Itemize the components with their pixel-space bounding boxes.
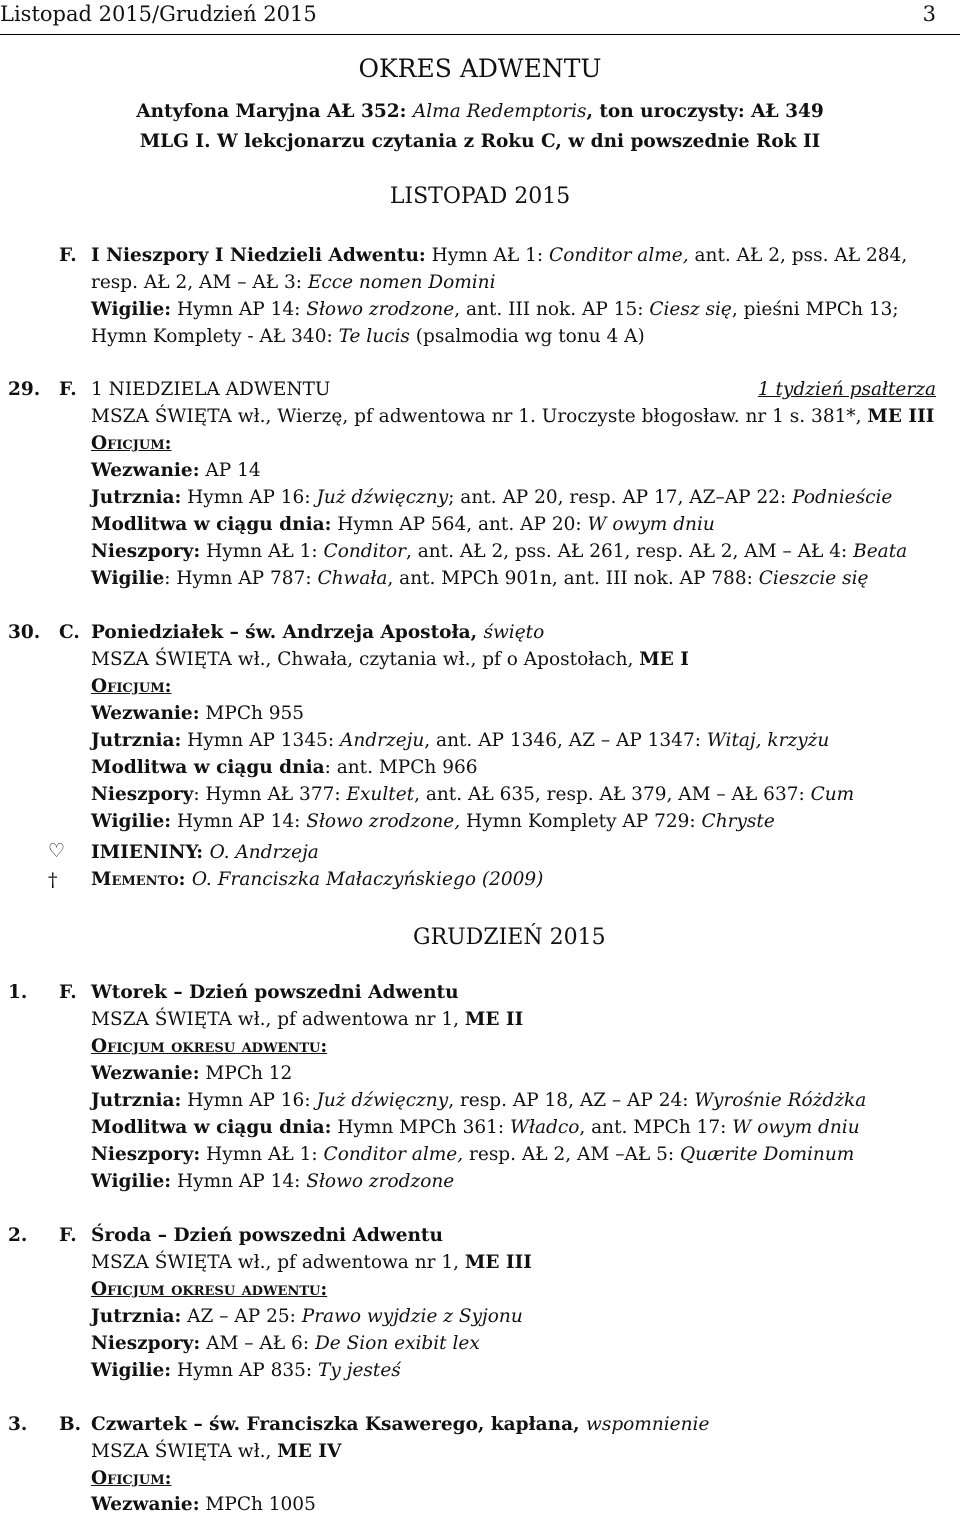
lauds-line: Jutrznia: Hymn AP 1345: Andrzeju, ant. AP 1346, AZ – AP 1347: Witaj, krzyżu [91, 730, 830, 751]
intro-line-2: MLG I. W lekcjonarzu czytania z Roku C, w dni powszednie Rok II [139, 131, 821, 152]
vigil-line: Wigilie: Hymn AP 835: Ty jesteś [91, 1360, 401, 1381]
memento-line: Memento: O. Franciszka Małaczyńskiego (2009) [91, 869, 544, 890]
first-vespers-resp: resp. AŁ 2, AM – AŁ 3: Ecce nomen Domini [91, 272, 496, 293]
heart-icon: ♡ [48, 840, 66, 862]
day-number: 30. [8, 622, 41, 643]
mass-line: MSZA ŚWIĘTA wł., Wierzę, pf adwentowa nr 1. Uroczyste błogosław. nr 1 s. 381*, ME III [91, 406, 935, 427]
first-vigil-line: Wigilie: Hymn AP 14: Słowo zrodzone, ant. III nok. AP 15: Ciesz się, pieśni MPCh 13; [91, 299, 899, 320]
office-heading: Oficjum: [91, 433, 172, 454]
office-heading: Oficjum okresu adwentu: [91, 1036, 328, 1057]
office-heading: Oficjum okresu adwentu: [91, 1279, 328, 1300]
day-number: 1. [8, 982, 28, 1003]
day-number: 29. [8, 379, 41, 400]
mass-line: MSZA ŚWIĘTA wł., pf adwentowa nr 1, ME II [91, 1009, 524, 1030]
section-title-listopad: LISTOPAD 2015 [389, 184, 571, 209]
daytime-prayer-line: Modlitwa w ciągu dnia: Hymn MPCh 361: Władco, ant. MPCh 17: W owym dniu [91, 1117, 860, 1138]
lauds-line: Jutrznia: Hymn AP 16: Już dźwięczny; ant. AP 20, resp. AP 17, AZ–AP 22: Podnieście [91, 487, 893, 508]
office-heading: Oficjum: [91, 1468, 172, 1489]
day-title: Poniedziałek – św. Andrzeja Apostoła, święto [91, 622, 545, 643]
day-title: Wtorek – Dzień powszedni Adwentu [91, 982, 459, 1003]
vigil-line: Wigilie: Hymn AP 787: Chwała, ant. MPCh 901n, ant. III nok. AP 788: Cieszcie się [91, 568, 869, 589]
day-letter: F. [59, 1225, 77, 1246]
vigil-line: Wigilie: Hymn AP 14: Słowo zrodzone, Hymn Komplety AP 729: Chryste [91, 811, 775, 832]
vespers-line: Nieszpory: Hymn AŁ 1: Conditor, ant. AŁ 2, pss. AŁ 261, resp. AŁ 2, AM – AŁ 4: Beata [91, 541, 908, 562]
invitatory-line: Wezwanie: MPCh 12 [91, 1063, 293, 1084]
day-letter: F. [59, 982, 77, 1003]
day-title: Czwartek – św. Franciszka Ksawerego, kapłana, wspomnienie [91, 1414, 710, 1435]
day-letter: C. [59, 622, 80, 643]
lauds-line: Jutrznia: AZ – AP 25: Prawo wyjdzie z Syjonu [91, 1306, 523, 1327]
office-heading: Oficjum: [91, 676, 172, 697]
invitatory-line: Wezwanie: MPCh 1005 [91, 1494, 316, 1515]
lauds-line: Jutrznia: Hymn AP 16: Już dźwięczny, resp. AP 18, AZ – AP 24: Wyrośnie Różdżka [91, 1090, 867, 1111]
page-header [0, 0, 960, 35]
intro-line-1: Antyfona Maryjna AŁ 352: Alma Redemptoris, ton uroczysty: AŁ 349 [136, 101, 824, 122]
mass-line: MSZA ŚWIĘTA wł., ME IV [91, 1441, 342, 1462]
first-compline-line: Hymn Komplety - AŁ 340: Te lucis (psalmodia wg tonu 4 A) [91, 326, 645, 347]
daytime-prayer-line: Modlitwa w ciągu dnia: Hymn AP 564, ant. AP 20: W owym dniu [91, 514, 715, 535]
day-letter: F. [59, 379, 77, 400]
first-vespers-line: I Nieszpory I Niedzieli Adwentu: Hymn AŁ 1: Conditor alme, ant. AŁ 2, pss. AŁ 284, [91, 245, 908, 266]
page-number: 3 [922, 2, 936, 26]
vespers-line: Nieszpory: Hymn AŁ 377: Exultet, ant. AŁ 635, resp. AŁ 379, AM – AŁ 637: Cum [91, 784, 855, 805]
day-number: 3. [8, 1414, 28, 1435]
mass-line: MSZA ŚWIĘTA wł., pf adwentowa nr 1, ME III [91, 1252, 532, 1273]
invitatory-line: Wezwanie: AP 14 [91, 460, 261, 481]
psalter-week: 1 tydzień psałterza [757, 379, 936, 400]
day-number: 2. [8, 1225, 28, 1246]
daytime-prayer-line: Modlitwa w ciągu dnia: ant. MPCh 966 [91, 757, 478, 778]
day-title: 1 NIEDZIELA ADWENTU [91, 379, 331, 400]
name-day-line: IMIENINY: O. Andrzeja [91, 842, 319, 863]
day-letter: B. [59, 1414, 82, 1435]
day-title: Środa – Dzień powszedni Adwentu [91, 1225, 443, 1246]
vespers-line: Nieszpory: AM – AŁ 6: De Sion exibit lex [91, 1333, 480, 1354]
section-title-grudzien: GRUDZIEŃ 2015 [413, 925, 606, 950]
mass-line: MSZA ŚWIĘTA wł., Chwała, czytania wł., pf o Apostołach, ME I [91, 649, 689, 670]
vespers-line: Nieszpory: Hymn AŁ 1: Conditor alme, resp. AŁ 2, AM –AŁ 5: Quærite Dominum [91, 1144, 855, 1165]
cross-icon: † [48, 869, 58, 891]
day-letter: F. [59, 245, 77, 266]
invitatory-line: Wezwanie: MPCh 955 [91, 703, 305, 724]
page-title: OKRES ADWENTU [358, 54, 602, 83]
vigil-line: Wigilie: Hymn AP 14: Słowo zrodzone [91, 1171, 455, 1192]
header-date-range: Listopad 2015/Grudzień 2015 [0, 2, 317, 26]
